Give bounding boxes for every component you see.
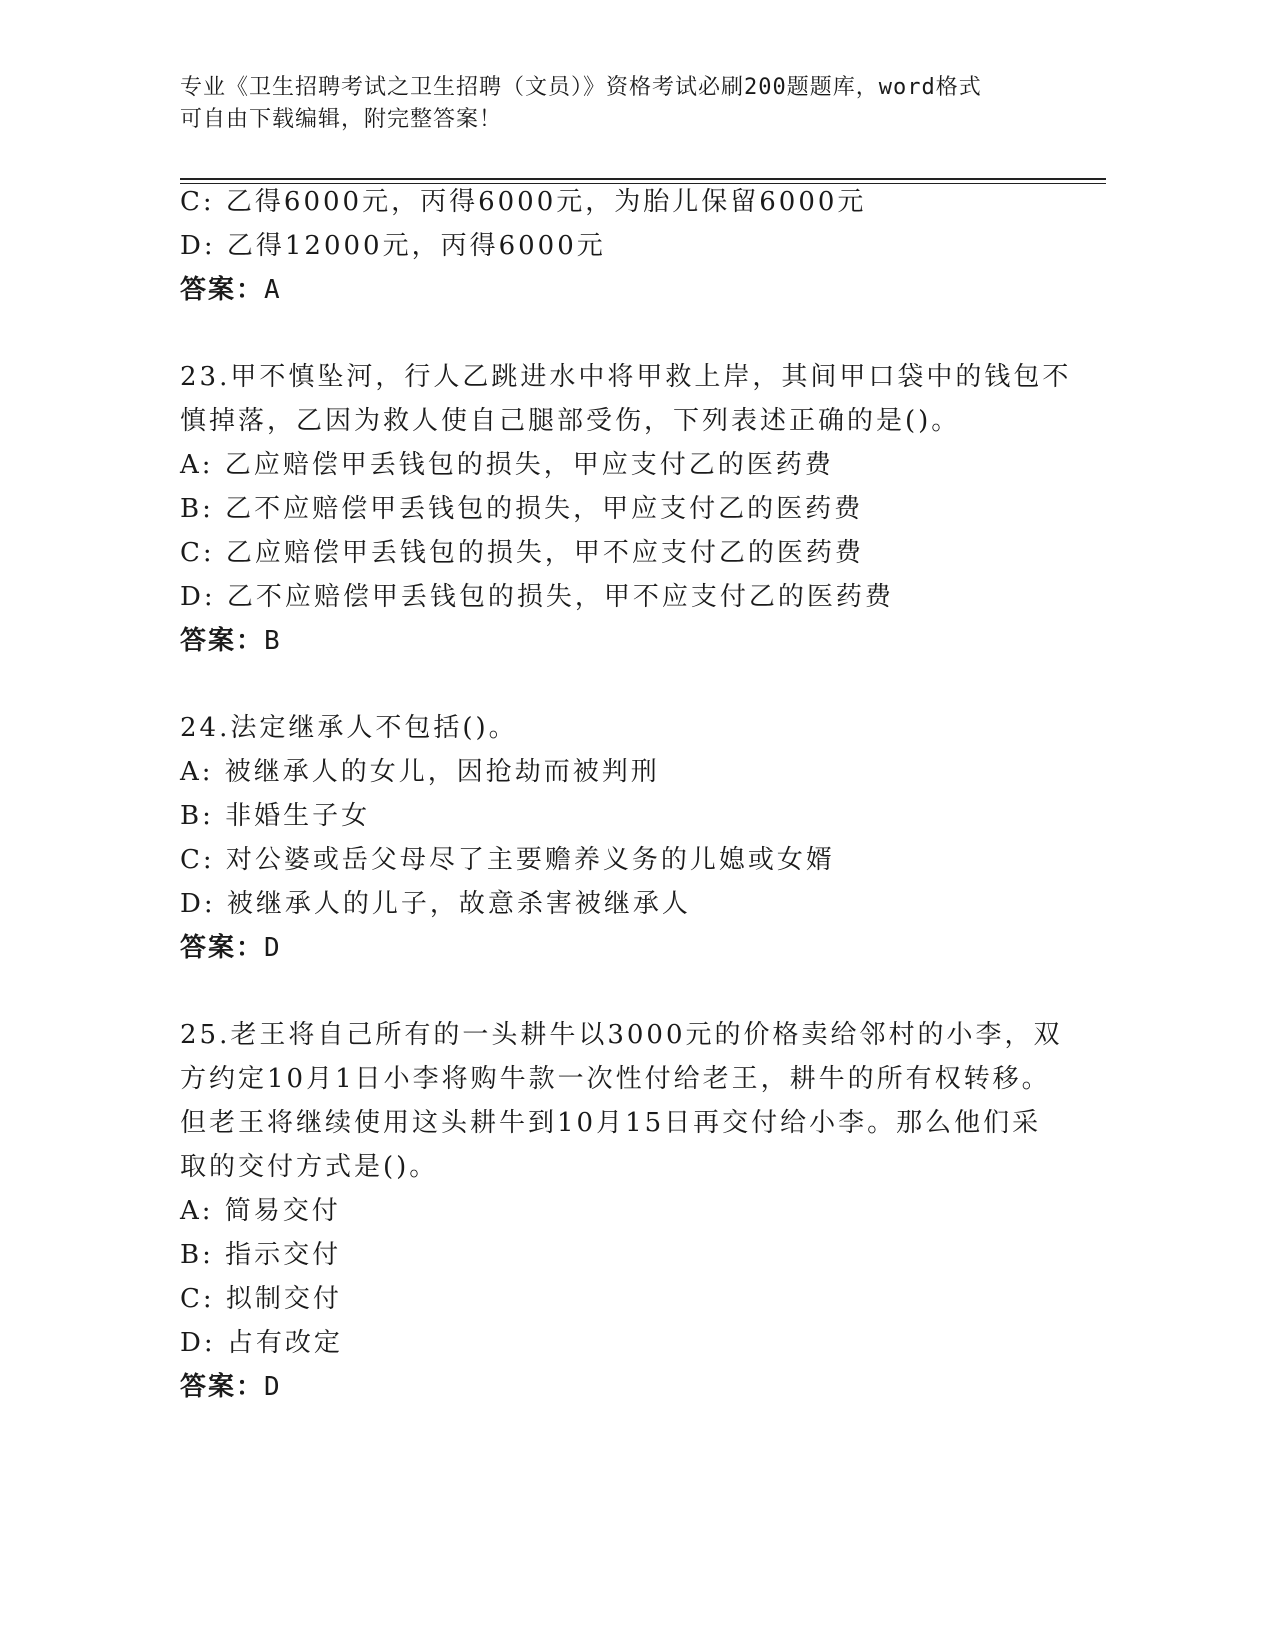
- option-d: D: 乙得12000元，丙得6000元: [180, 231, 606, 261]
- answer-line: [180, 1365, 1080, 1409]
- question-stem-line: 24.法定继承人不包括()。: [180, 713, 518, 743]
- option-b: B: 非婚生子女: [180, 801, 371, 831]
- question-23: [180, 355, 1080, 663]
- header-title-line-2: 可自由下载编辑，附完整答案！: [180, 107, 503, 132]
- answer-line: [180, 619, 1080, 663]
- answer-value: B: [264, 626, 282, 656]
- option-c: C: 乙应赔偿甲丢钱包的损失，甲不应支付乙的医药费: [180, 538, 864, 568]
- question-24: [180, 706, 1080, 970]
- document-header: [180, 72, 1060, 136]
- answer-label: 答案：: [180, 1372, 265, 1402]
- option-b: B: 乙不应赔偿甲丢钱包的损失，甲应支付乙的医药费: [180, 494, 864, 524]
- option-b: B: 指示交付: [180, 1240, 342, 1270]
- spacer: [180, 970, 1080, 1013]
- answer-value: A: [264, 275, 282, 305]
- spacer: [180, 663, 1080, 706]
- answer-value: D: [264, 1372, 282, 1402]
- option-c: C: 乙得6000元，丙得6000元，为胎儿保留6000元: [180, 187, 867, 217]
- question-stem-line: 方约定10月1日小李将购牛款一次性付给老王，耕牛的所有权转移。: [180, 1064, 1051, 1094]
- option-a: A: 简易交付: [180, 1196, 341, 1226]
- question-25: [180, 1013, 1080, 1409]
- question-stem-line: 25.老王将自己所有的一头耕牛以3000元的价格卖给邻村的小李，双: [180, 1020, 1063, 1050]
- answer-label: 答案：: [180, 933, 265, 963]
- option-a: A: 被继承人的女儿，因抢劫而被判刑: [180, 757, 660, 787]
- answer-line: [180, 268, 1080, 312]
- answer-line: [180, 926, 1080, 970]
- option-c: C: 对公婆或岳父母尽了主要赡养义务的儿媳或女婿: [180, 845, 835, 875]
- question-list: [180, 180, 1080, 1409]
- answer-label: 答案：: [180, 275, 265, 305]
- answer-value: D: [264, 933, 282, 963]
- option-a: A: 乙应赔偿甲丢钱包的损失，甲应支付乙的医药费: [180, 450, 834, 480]
- spacer: [180, 312, 1080, 355]
- question-stem-line: 慎掉落，乙因为救人使自己腿部受伤，下列表述正确的是()。: [180, 406, 961, 436]
- option-c: C: 拟制交付: [180, 1284, 342, 1314]
- question-stem-line: 23.甲不慎坠河，行人乙跳进水中将甲救上岸，其间甲口袋中的钱包不: [180, 362, 1072, 392]
- header-title-line-1: 专业《卫生招聘考试之卫生招聘（文员）》资格考试必刷200题题库，word格式: [180, 75, 982, 100]
- question-stem-line: 但老王将继续使用这头耕牛到10月15日再交付给小李。那么他们采: [180, 1108, 1042, 1138]
- question-continued: [180, 180, 1080, 312]
- answer-label: 答案：: [180, 626, 265, 656]
- option-d: D: 被继承人的儿子，故意杀害被继承人: [180, 889, 691, 919]
- option-d: D: 占有改定: [180, 1328, 343, 1358]
- option-d: D: 乙不应赔偿甲丢钱包的损失，甲不应支付乙的医药费: [180, 582, 894, 612]
- question-stem-line: 取的交付方式是()。: [180, 1152, 439, 1182]
